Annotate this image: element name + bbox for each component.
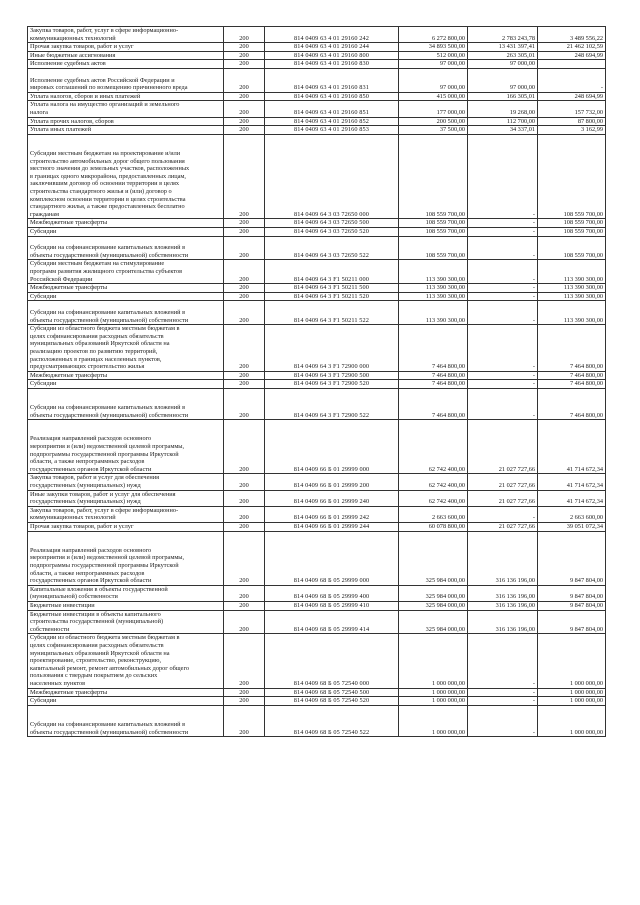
approved-amount: 325 984 000,00 (399, 585, 468, 601)
line-code: 200 (224, 68, 265, 92)
approved-amount: 113 390 300,00 (399, 260, 468, 284)
expense-description: Субсидии местным бюджетам на проектирование и/или строительство автомобильных дорог общего пользования местного значения до земельных участков, расположенных в границах одного микрорайона, предоставленных лицам, заключившим договор об освоении территории в целях строительства стандартного жилья и (или) договор о комплексном освоении территории в целях строительства стандартного жилья, а также предоставленных бесплатно гражданам (28, 134, 224, 219)
approved-amount: 60 078 800,00 (399, 523, 468, 532)
executed-amount: 21 027 727,66 (468, 420, 538, 474)
budget-classification-code: 814 0409 66 Б 01 29999 000 (265, 420, 399, 474)
line-code: 200 (224, 43, 265, 52)
table-row (28, 51, 606, 60)
unexecuted-amount: 248 694,99 (538, 51, 606, 60)
budget-classification-code: 814 0409 68 Б 05 72540 520 (265, 697, 399, 706)
unexecuted-amount: 9 847 804,00 (538, 610, 606, 634)
table-row (28, 506, 606, 522)
unexecuted-amount: 7 464 800,00 (538, 388, 606, 419)
expense-description: Субсидии на софинансирование капитальных вложений в объекты государственной (муниципальной) собственности (28, 388, 224, 419)
executed-amount: - (468, 388, 538, 419)
budget-classification-code: 814 0409 64 3 F1 50211 520 (265, 292, 399, 301)
table-row (28, 697, 606, 706)
table-row (28, 474, 606, 490)
line-code: 200 (224, 688, 265, 697)
expense-description: Реализация направлений расходов основного мероприятия и (или) ведомственной целевой программы, подпрограммы государственной программы Иркутской области, а также непрограммных расходов государственных органов Иркутской области (28, 531, 224, 585)
budget-classification-code: 814 0409 63 4 01 29160 242 (265, 27, 399, 43)
unexecuted-amount: 108 559 700,00 (538, 219, 606, 228)
executed-amount: - (468, 134, 538, 219)
unexecuted-amount: 9 847 804,00 (538, 601, 606, 610)
executed-amount: 19 268,00 (468, 101, 538, 117)
unexecuted-amount: 3 489 556,22 (538, 27, 606, 43)
approved-amount: 415 000,00 (399, 92, 468, 101)
unexecuted-amount: 3 162,99 (538, 126, 606, 135)
approved-amount: 512 000,00 (399, 51, 468, 60)
approved-amount: 325 984 000,00 (399, 531, 468, 585)
line-code: 200 (224, 697, 265, 706)
budget-classification-code: 814 0409 68 Б 05 29999 410 (265, 601, 399, 610)
budget-classification-code: 814 0409 64 3 03 72650 500 (265, 219, 399, 228)
approved-amount: 113 390 300,00 (399, 301, 468, 325)
expense-description: Уплата прочих налогов, сборов (28, 117, 224, 126)
expense-description: Межбюджетные трансферты (28, 688, 224, 697)
expense-description: Субсидии (28, 697, 224, 706)
table-row (28, 531, 606, 585)
table-row (28, 371, 606, 380)
approved-amount: 37 500,00 (399, 126, 468, 135)
expense-description: Прочая закупка товаров, работ и услуг (28, 43, 224, 52)
table-row (28, 117, 606, 126)
budget-execution-page (27, 26, 605, 737)
table-row (28, 236, 606, 260)
unexecuted-amount: 1 000 000,00 (538, 697, 606, 706)
executed-amount: 97 000,00 (468, 68, 538, 92)
expense-description: Субсидии (28, 292, 224, 301)
budget-classification-code: 814 0409 68 Б 05 72540 522 (265, 705, 399, 736)
unexecuted-amount: 21 462 102,59 (538, 43, 606, 52)
executed-amount: - (468, 292, 538, 301)
unexecuted-amount: 1 000 000,00 (538, 705, 606, 736)
executed-amount: 21 027 727,66 (468, 490, 538, 506)
approved-amount: 200 500,00 (399, 117, 468, 126)
executed-amount: - (468, 236, 538, 260)
unexecuted-amount: 108 559 700,00 (538, 227, 606, 236)
expense-description: Закупка товаров, работ и услуг для обеспечения государственных (муниципальных) нужд (28, 474, 224, 490)
approved-amount: 6 272 800,00 (399, 27, 468, 43)
executed-amount: - (468, 219, 538, 228)
executed-amount: - (468, 227, 538, 236)
expense-description: Капитальные вложения в объекты государственной (муниципальной) собственности (28, 585, 224, 601)
executed-amount: - (468, 688, 538, 697)
budget-classification-code: 814 0409 64 3 F1 50211 522 (265, 301, 399, 325)
executed-amount: 21 027 727,66 (468, 474, 538, 490)
expense-description: Исполнение судебных актов (28, 60, 224, 69)
approved-amount: 1 000 000,00 (399, 688, 468, 697)
approved-amount: 108 559 700,00 (399, 219, 468, 228)
approved-amount: 7 464 800,00 (399, 380, 468, 389)
budget-classification-code: 814 0409 68 Б 05 72540 000 (265, 634, 399, 688)
budget-classification-code: 814 0409 64 3 03 72650 520 (265, 227, 399, 236)
line-code: 200 (224, 490, 265, 506)
table-row (28, 585, 606, 601)
expense-description: Прочая закупка товаров, работ и услуг (28, 523, 224, 532)
table-row (28, 420, 606, 474)
unexecuted-amount: 7 464 800,00 (538, 325, 606, 372)
expense-description: Субсидии местным бюджетам на стимулирование программ развития жилищного строительства субъектов Российской Федерации (28, 260, 224, 284)
line-code: 200 (224, 219, 265, 228)
expenditure-table (27, 26, 606, 737)
line-code: 200 (224, 420, 265, 474)
budget-classification-code: 814 0409 66 Б 01 29999 200 (265, 474, 399, 490)
table-row (28, 490, 606, 506)
budget-classification-code: 814 0409 63 4 01 29160 800 (265, 51, 399, 60)
expense-description: Межбюджетные трансферты (28, 284, 224, 293)
approved-amount: 7 464 800,00 (399, 325, 468, 372)
expense-description: Иные бюджетные ассигнования (28, 51, 224, 60)
approved-amount: 7 464 800,00 (399, 371, 468, 380)
table-row (28, 68, 606, 92)
budget-classification-code: 814 0409 63 4 01 29160 852 (265, 117, 399, 126)
line-code: 200 (224, 101, 265, 117)
unexecuted-amount: 108 559 700,00 (538, 134, 606, 219)
table-row (28, 325, 606, 372)
line-code: 200 (224, 531, 265, 585)
unexecuted-amount: 108 559 700,00 (538, 236, 606, 260)
expense-description: Субсидии на софинансирование капитальных вложений в объекты государственной (муниципальной) собственности (28, 301, 224, 325)
unexecuted-amount: 157 732,00 (538, 101, 606, 117)
table-row (28, 610, 606, 634)
table-row (28, 126, 606, 135)
approved-amount: 108 559 700,00 (399, 236, 468, 260)
line-code: 200 (224, 27, 265, 43)
table-row (28, 227, 606, 236)
line-code: 200 (224, 380, 265, 389)
approved-amount: 34 893 500,00 (399, 43, 468, 52)
expense-description: Уплата налога на имущество организаций и земельного налога (28, 101, 224, 117)
line-code: 200 (224, 371, 265, 380)
budget-classification-code: 814 0409 68 Б 05 29999 400 (265, 585, 399, 601)
approved-amount: 7 464 800,00 (399, 388, 468, 419)
budget-classification-code: 814 0409 63 4 01 29160 850 (265, 92, 399, 101)
budget-classification-code: 814 0409 68 Б 05 72540 500 (265, 688, 399, 697)
line-code: 200 (224, 585, 265, 601)
table-row (28, 688, 606, 697)
line-code: 200 (224, 92, 265, 101)
table-row (28, 380, 606, 389)
executed-amount: - (468, 380, 538, 389)
line-code: 200 (224, 610, 265, 634)
executed-amount: - (468, 506, 538, 522)
unexecuted-amount: 41 714 672,34 (538, 420, 606, 474)
expense-description: Закупка товаров, работ, услуг в сфере информационно- коммуникационных технологий (28, 27, 224, 43)
executed-amount: - (468, 371, 538, 380)
line-code: 200 (224, 60, 265, 69)
line-code: 200 (224, 260, 265, 284)
budget-classification-code: 814 0409 64 3 F1 72900 000 (265, 325, 399, 372)
executed-amount: - (468, 260, 538, 284)
table-row (28, 27, 606, 43)
unexecuted-amount: 9 847 804,00 (538, 531, 606, 585)
table-row (28, 60, 606, 69)
line-code: 200 (224, 474, 265, 490)
unexecuted-amount: 1 000 000,00 (538, 634, 606, 688)
expense-description: Субсидии (28, 227, 224, 236)
unexecuted-amount: 248 694,99 (538, 92, 606, 101)
executed-amount: 263 305,01 (468, 51, 538, 60)
budget-classification-code: 814 0409 64 3 F1 72900 522 (265, 388, 399, 419)
budget-classification-code: 814 0409 66 Б 01 29999 242 (265, 506, 399, 522)
expenditure-table-body (28, 27, 606, 737)
unexecuted-amount: 9 847 804,00 (538, 585, 606, 601)
executed-amount: 316 136 196,00 (468, 531, 538, 585)
executed-amount: - (468, 301, 538, 325)
line-code: 200 (224, 126, 265, 135)
line-code: 200 (224, 523, 265, 532)
unexecuted-amount: 113 390 300,00 (538, 260, 606, 284)
expense-description: Иные закупки товаров, работ и услуг для обеспечения государственных (муниципальных) нужд (28, 490, 224, 506)
unexecuted-amount: 41 714 672,34 (538, 490, 606, 506)
approved-amount: 1 000 000,00 (399, 705, 468, 736)
table-row (28, 101, 606, 117)
budget-classification-code: 814 0409 64 3 F1 72900 520 (265, 380, 399, 389)
table-row (28, 43, 606, 52)
table-row (28, 284, 606, 293)
unexecuted-amount: 7 464 800,00 (538, 380, 606, 389)
unexecuted-amount: - (538, 68, 606, 92)
unexecuted-amount: 2 663 600,00 (538, 506, 606, 522)
line-code: 200 (224, 292, 265, 301)
budget-classification-code: 814 0409 66 Б 01 29999 244 (265, 523, 399, 532)
line-code: 200 (224, 634, 265, 688)
budget-classification-code: 814 0409 64 3 F1 50211 500 (265, 284, 399, 293)
table-row (28, 134, 606, 219)
expense-description: Закупка товаров, работ, услуг в сфере информационно- коммуникационных технологий (28, 506, 224, 522)
approved-amount: 325 984 000,00 (399, 601, 468, 610)
budget-classification-code: 814 0409 63 4 01 29160 851 (265, 101, 399, 117)
approved-amount: 1 000 000,00 (399, 697, 468, 706)
line-code: 200 (224, 227, 265, 236)
approved-amount: 108 559 700,00 (399, 227, 468, 236)
executed-amount: 34 337,01 (468, 126, 538, 135)
line-code: 200 (224, 284, 265, 293)
expense-description: Субсидии на софинансирование капитальных вложений в объекты государственной (муниципальной) собственности (28, 236, 224, 260)
executed-amount: 13 431 397,41 (468, 43, 538, 52)
budget-classification-code: 814 0409 64 3 F1 72900 500 (265, 371, 399, 380)
executed-amount: 166 305,01 (468, 92, 538, 101)
table-row (28, 301, 606, 325)
budget-classification-code: 814 0409 68 Б 05 29999 000 (265, 531, 399, 585)
budget-classification-code: 814 0409 68 Б 05 29999 414 (265, 610, 399, 634)
executed-amount: 112 700,00 (468, 117, 538, 126)
approved-amount: 108 559 700,00 (399, 134, 468, 219)
approved-amount: 62 742 400,00 (399, 420, 468, 474)
unexecuted-amount: 1 000 000,00 (538, 688, 606, 697)
unexecuted-amount: 87 800,00 (538, 117, 606, 126)
expense-description: Реализация направлений расходов основного мероприятия и (или) ведомственной целевой программы, подпрограммы государственной программы Иркутской области, а также непрограммных расходов государственных органов Иркутской области (28, 420, 224, 474)
expense-description: Субсидии из областного бюджета местным бюджетам в целях софинансирования расходных обязательств муниципальных образований Иркутской области на реализацию проектов по развитию территорий, расположенных в границах населенных пунктов, предусматривающих строительство жилья (28, 325, 224, 372)
unexecuted-amount: 39 051 072,34 (538, 523, 606, 532)
budget-classification-code: 814 0409 63 4 01 29160 830 (265, 60, 399, 69)
line-code: 200 (224, 117, 265, 126)
table-row (28, 523, 606, 532)
table-row (28, 92, 606, 101)
executed-amount: 21 027 727,66 (468, 523, 538, 532)
unexecuted-amount: 113 390 300,00 (538, 292, 606, 301)
approved-amount: 2 663 600,00 (399, 506, 468, 522)
unexecuted-amount (538, 60, 606, 69)
expense-description: Субсидии на софинансирование капитальных вложений в объекты государственной (муниципальной) собственности (28, 705, 224, 736)
approved-amount: 62 742 400,00 (399, 474, 468, 490)
executed-amount: 316 136 196,00 (468, 585, 538, 601)
executed-amount: 316 136 196,00 (468, 610, 538, 634)
approved-amount: 113 390 300,00 (399, 284, 468, 293)
table-row (28, 601, 606, 610)
expense-description: Бюджетные инвестиции в объекты капитального строительства государственной (муниципальной) собственности (28, 610, 224, 634)
approved-amount: 177 000,00 (399, 101, 468, 117)
line-code: 200 (224, 236, 265, 260)
table-row (28, 260, 606, 284)
expense-description: Межбюджетные трансферты (28, 371, 224, 380)
unexecuted-amount: 41 714 672,34 (538, 474, 606, 490)
expense-description: Бюджетные инвестиции (28, 601, 224, 610)
expense-description: Субсидии из областного бюджета местным бюджетам в целях софинансирования расходных обязательств муниципальных образований Иркутской области на проектирование, строительство, реконструкцию, капитальный ремонт, ремонт автомобильных дорог общего пользования с твердым покрытием до сельских населенных пунктов (28, 634, 224, 688)
unexecuted-amount: 7 464 800,00 (538, 371, 606, 380)
expense-description: Уплата налогов, сборов и иных платежей (28, 92, 224, 101)
budget-classification-code: 814 0409 63 4 01 29160 853 (265, 126, 399, 135)
line-code: 200 (224, 388, 265, 419)
approved-amount: 62 742 400,00 (399, 490, 468, 506)
approved-amount: 1 000 000,00 (399, 634, 468, 688)
line-code: 200 (224, 705, 265, 736)
expense-description: Субсидии (28, 380, 224, 389)
budget-classification-code: 814 0409 64 3 F1 50211 000 (265, 260, 399, 284)
executed-amount: 316 136 196,00 (468, 601, 538, 610)
executed-amount: 97 000,00 (468, 60, 538, 69)
table-row (28, 634, 606, 688)
line-code: 200 (224, 134, 265, 219)
executed-amount: - (468, 325, 538, 372)
executed-amount: - (468, 284, 538, 293)
budget-classification-code: 814 0409 64 3 03 72650 000 (265, 134, 399, 219)
line-code: 200 (224, 301, 265, 325)
budget-classification-code: 814 0409 66 Б 01 29999 240 (265, 490, 399, 506)
budget-classification-code: 814 0409 63 4 01 29160 244 (265, 43, 399, 52)
table-row (28, 292, 606, 301)
line-code: 200 (224, 506, 265, 522)
table-row (28, 219, 606, 228)
executed-amount: 2 783 243,78 (468, 27, 538, 43)
line-code: 200 (224, 325, 265, 372)
line-code: 200 (224, 51, 265, 60)
budget-classification-code: 814 0409 63 4 01 29160 831 (265, 68, 399, 92)
line-code: 200 (224, 601, 265, 610)
approved-amount: 97 000,00 (399, 60, 468, 69)
budget-classification-code: 814 0409 64 3 03 72650 522 (265, 236, 399, 260)
approved-amount: 113 390 300,00 (399, 292, 468, 301)
unexecuted-amount: 113 390 300,00 (538, 301, 606, 325)
table-row (28, 388, 606, 419)
table-row (28, 705, 606, 736)
executed-amount: - (468, 705, 538, 736)
executed-amount: - (468, 697, 538, 706)
executed-amount: - (468, 634, 538, 688)
expense-description: Межбюджетные трансферты (28, 219, 224, 228)
unexecuted-amount: 113 390 300,00 (538, 284, 606, 293)
expense-description: Уплата иных платежей (28, 126, 224, 135)
expense-description: Исполнение судебных актов Российской Федерации и мировых соглашений по возмещению причиненного вреда (28, 68, 224, 92)
approved-amount: 97 000,00 (399, 68, 468, 92)
approved-amount: 325 984 000,00 (399, 610, 468, 634)
